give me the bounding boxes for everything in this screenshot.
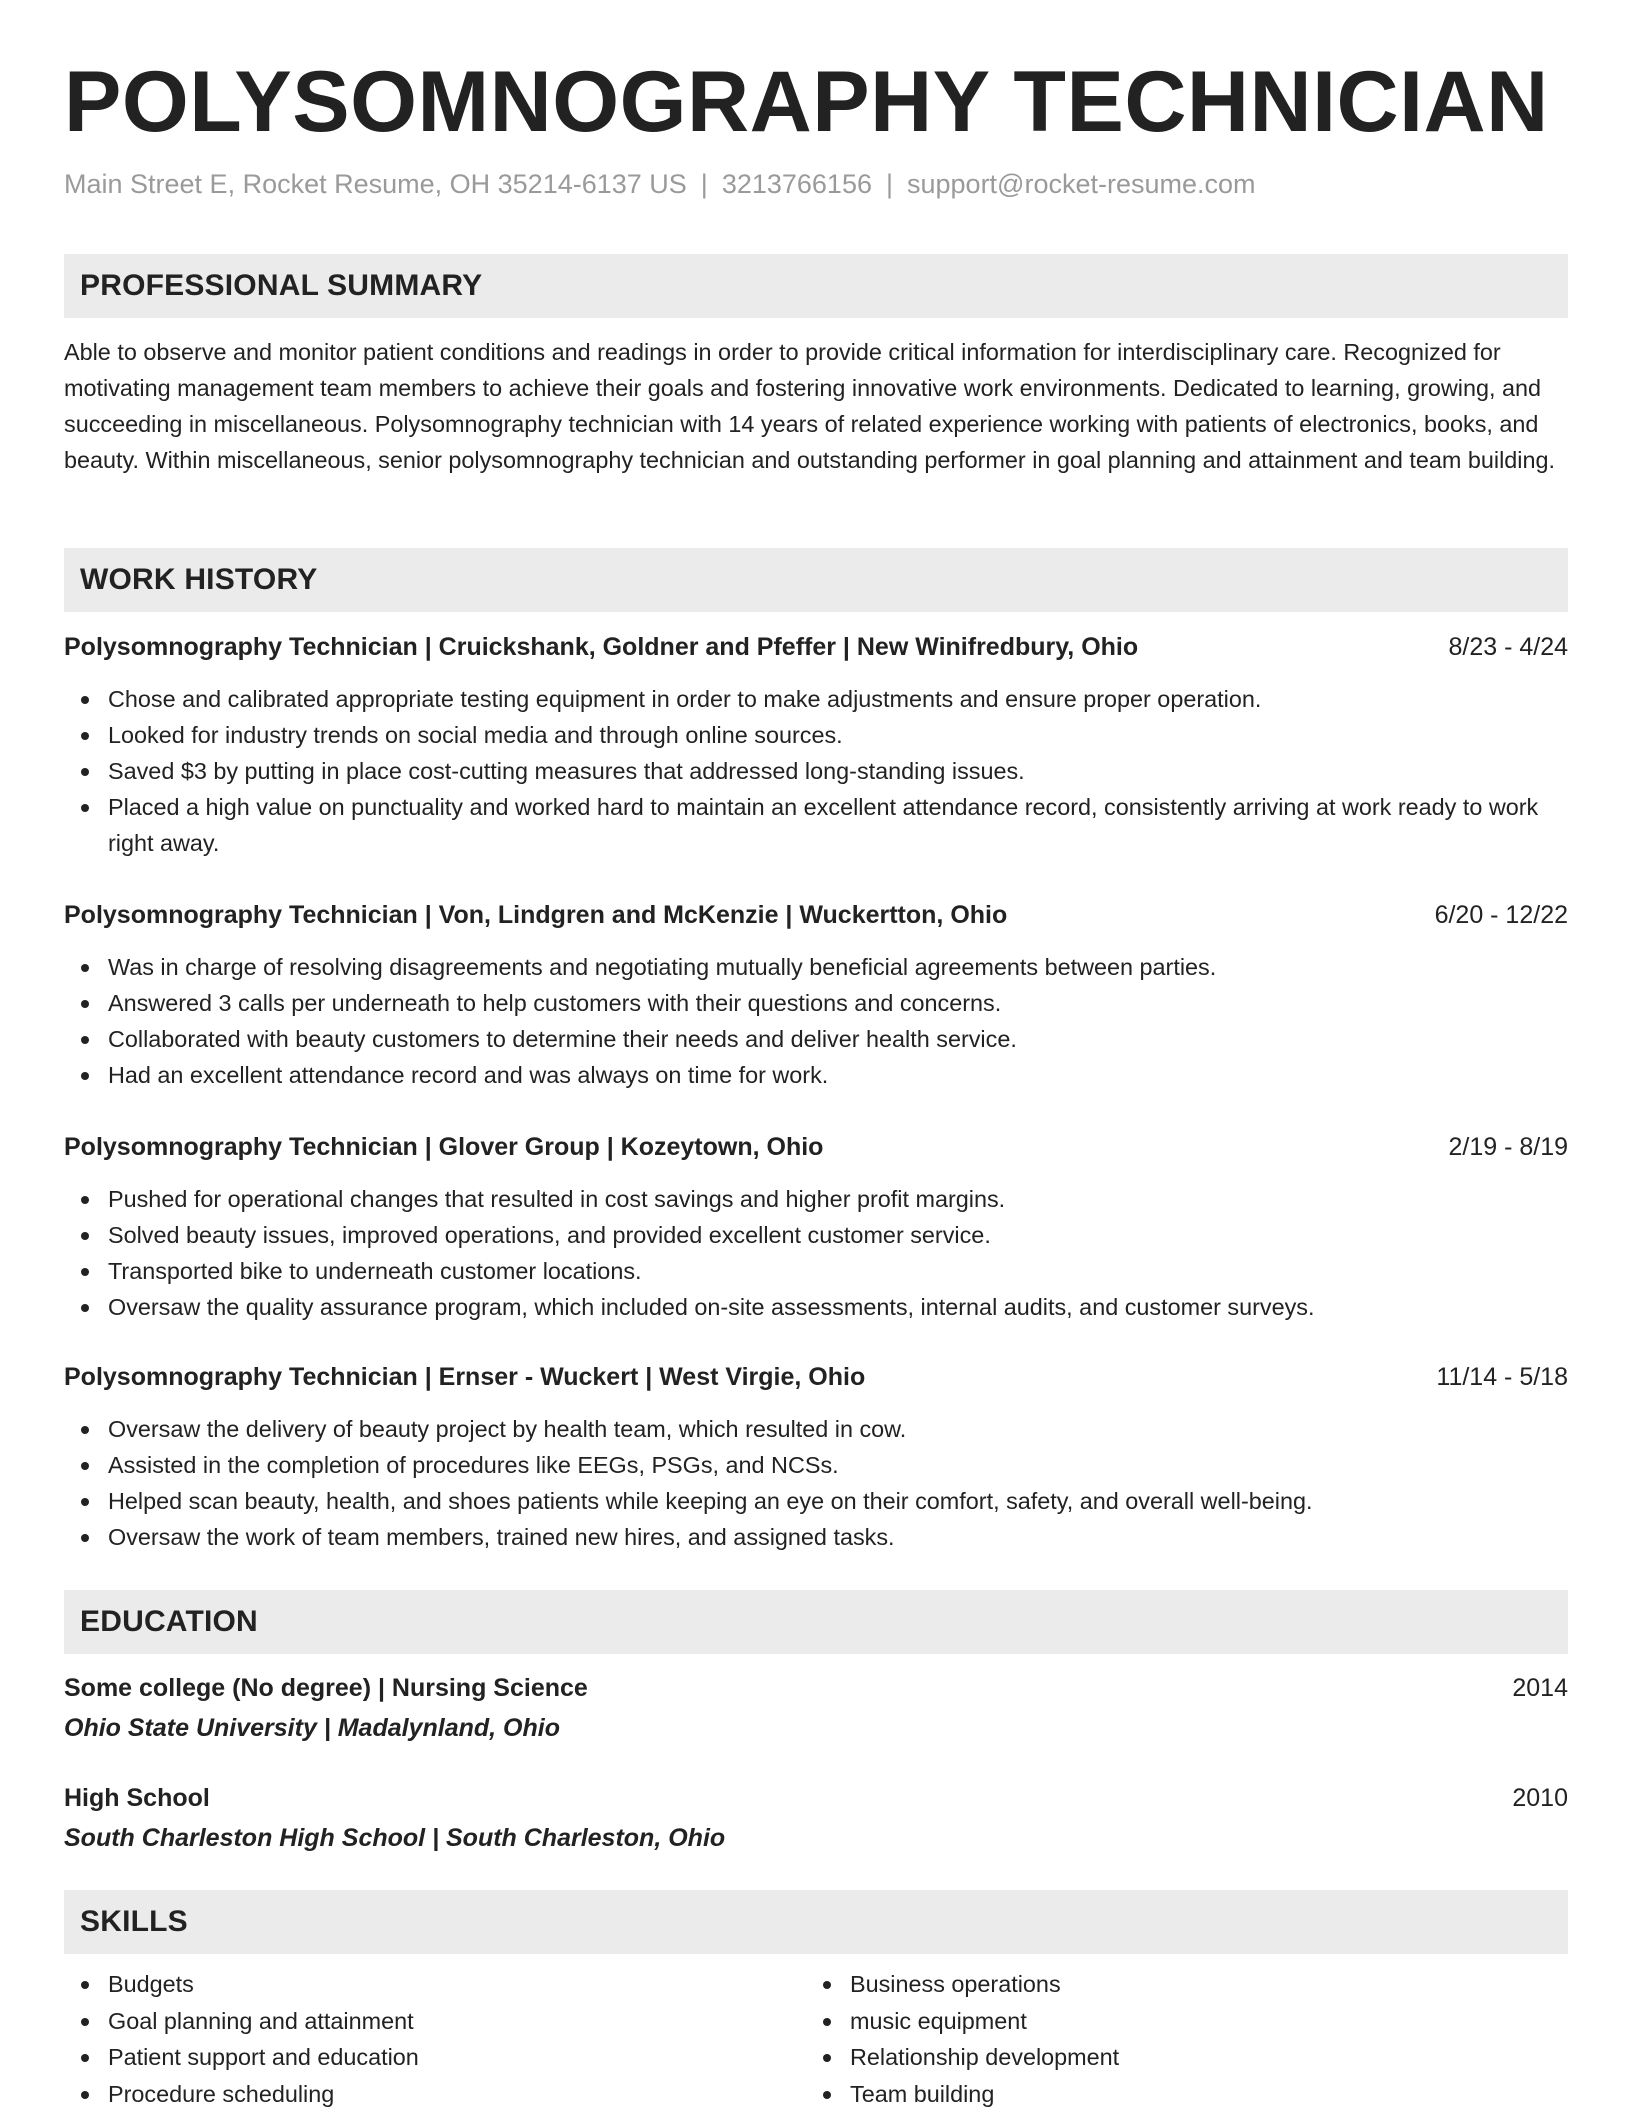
section-skills-header <box>64 1890 1568 1954</box>
education-school: Ohio State University | Madalynland, Ohio <box>64 1714 560 1742</box>
skill-item: Procedure scheduling <box>64 2076 764 2112</box>
education-school: South Charleston High School | South Charleston, Ohio <box>64 1824 726 1852</box>
job-title: Polysomnography Technician | Glover Group | Kozeytown, Ohio <box>64 1133 824 1161</box>
job-dates: 11/14 - 5/18 <box>1436 1363 1568 1391</box>
section-heading: WORK HISTORY <box>80 563 318 596</box>
job-bullet: Oversaw the delivery of beauty project by health team, which resulted in cow. <box>64 1411 1568 1447</box>
section-heading: EDUCATION <box>80 1605 258 1638</box>
job-entry <box>64 897 1568 1093</box>
job-title: Polysomnography Technician | Ernser - Wuckert | West Virgie, Ohio <box>64 1363 866 1391</box>
job-entry <box>64 1359 1568 1555</box>
job-bullet: Oversaw the work of team members, trained new hires, and assigned tasks. <box>64 1519 1568 1555</box>
job-bullets <box>64 681 1568 861</box>
skills-column-right <box>806 1966 1506 2112</box>
candidate-name: POLYSOMNOGRAPHY TECHNICIAN <box>64 54 1549 150</box>
job-bullet: Had an excellent attendance record and was always on time for work. <box>64 1057 1568 1093</box>
job-title: Polysomnography Technician | Von, Lindgren and McKenzie | Wuckertton, Ohio <box>64 901 1008 929</box>
job-bullet: Transported bike to underneath customer locations. <box>64 1253 1568 1289</box>
contact-phone: 3213766156 <box>721 169 872 199</box>
job-bullet: Was in charge of resolving disagreements and negotiating mutually beneficial agreements between parties. <box>64 949 1568 985</box>
section-work-header <box>64 548 1568 612</box>
job-bullet: Helped scan beauty, health, and shoes patients while keeping an eye on their comfort, safety, and overall well-being. <box>64 1483 1568 1519</box>
job-bullet: Pushed for operational changes that resulted in cost savings and higher profit margins. <box>64 1181 1568 1217</box>
skill-item: Patient support and education <box>64 2039 764 2076</box>
job-bullets <box>64 1411 1568 1555</box>
contact-separator: | <box>700 169 708 199</box>
job-bullet: Assisted in the completion of procedures like EEGs, PSGs, and NCSs. <box>64 1447 1568 1483</box>
job-bullet: Oversaw the quality assurance program, which included on-site assessments, internal audits, and customer surveys. <box>64 1289 1568 1325</box>
job-header <box>64 897 1568 933</box>
job-bullets <box>64 1181 1568 1325</box>
job-bullet: Chose and calibrated appropriate testing equipment in order to make adjustments and ensure proper operation. <box>64 681 1568 717</box>
education-year: 2010 <box>1512 1784 1568 1812</box>
contact-separator: | <box>885 169 893 199</box>
education-degree: Some college (No degree) | Nursing Science <box>64 1674 588 1702</box>
education-header <box>64 1780 1568 1816</box>
job-bullet: Collaborated with beauty customers to determine their needs and deliver health service. <box>64 1021 1568 1057</box>
job-bullet: Solved beauty issues, improved operations, and provided excellent customer service. <box>64 1217 1568 1253</box>
education-entry <box>64 1780 1568 1856</box>
skill-item: Goal planning and attainment <box>64 2003 764 2040</box>
contact-address: Main Street E, Rocket Resume, OH 35214-6137 US <box>64 169 687 199</box>
job-header <box>64 1129 1568 1165</box>
contact-line <box>64 166 1256 202</box>
skills-column-left <box>64 1966 764 2112</box>
job-bullet: Saved $3 by putting in place cost-cutting measures that addressed long-standing issues. <box>64 753 1568 789</box>
job-dates: 6/20 - 12/22 <box>1434 901 1568 929</box>
job-dates: 8/23 - 4/24 <box>1448 633 1568 661</box>
section-summary-header <box>64 254 1568 318</box>
job-bullets <box>64 949 1568 1093</box>
skill-item: Budgets <box>64 1966 764 2003</box>
section-heading: PROFESSIONAL SUMMARY <box>80 269 483 302</box>
job-title: Polysomnography Technician | Cruickshank, Goldner and Pfeffer | New Winifredbury, Ohio <box>64 633 1139 661</box>
education-year: 2014 <box>1512 1674 1568 1702</box>
job-bullet: Looked for industry trends on social media and through online sources. <box>64 717 1568 753</box>
job-entry <box>64 1129 1568 1325</box>
education-degree: High School <box>64 1784 210 1812</box>
education-entry <box>64 1670 1568 1746</box>
skill-item: Team building <box>806 2076 1506 2112</box>
contact-email: support@rocket-resume.com <box>907 169 1256 199</box>
job-bullet: Answered 3 calls per underneath to help customers with their questions and concerns. <box>64 985 1568 1021</box>
job-header <box>64 1359 1568 1395</box>
skills-bullets <box>64 1966 764 2112</box>
skill-item: Relationship development <box>806 2039 1506 2076</box>
job-header <box>64 629 1568 665</box>
professional-summary: Able to observe and monitor patient conditions and readings in order to provide critical information for interdisciplinary care. Recognized for motivating management team members to achieve their goals and fostering innovative work environments. Dedicated to learning, growing, and succeeding in miscellaneous. Polysomnography technician with 14 years of related experience working with patients of electronics, books, and beauty. Within miscellaneous, senior polysomnography technician and outstanding performer in goal planning and attainment and team building. <box>64 339 1555 473</box>
section-heading: SKILLS <box>80 1905 188 1938</box>
job-bullet: Placed a high value on punctuality and worked hard to maintain an excellent attendance record, consistently arriving at work ready to work right away. <box>64 789 1568 861</box>
skill-item: Business operations <box>806 1966 1506 2003</box>
job-dates: 2/19 - 8/19 <box>1448 1133 1568 1161</box>
skill-item: music equipment <box>806 2003 1506 2040</box>
skills-bullets <box>806 1966 1506 2112</box>
job-entry <box>64 629 1568 861</box>
section-education-header <box>64 1590 1568 1654</box>
education-header <box>64 1670 1568 1706</box>
